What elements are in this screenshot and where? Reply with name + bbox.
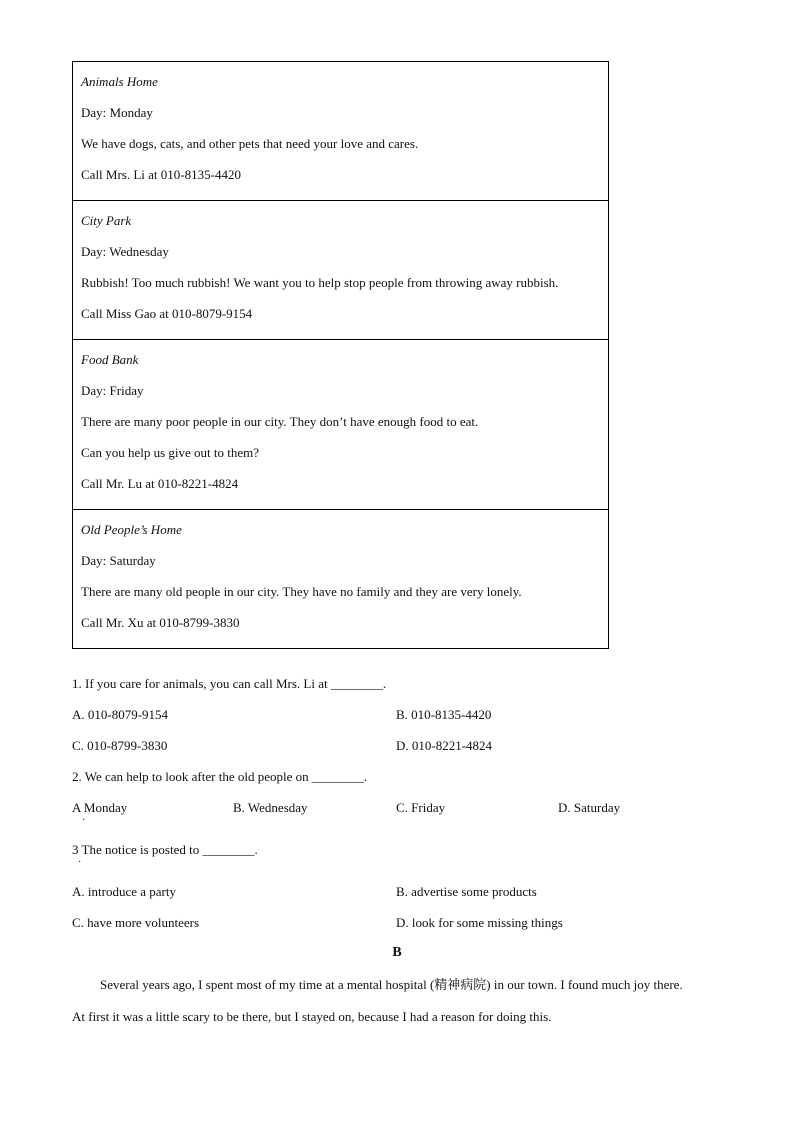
notice-text: There are many old people in our city. They have no family and they are very lonely. xyxy=(81,584,522,599)
section-heading-b: B xyxy=(392,945,402,960)
notice-text: We have dogs, cats, and other pets that need your love and cares. xyxy=(81,136,419,151)
notice-table xyxy=(72,61,609,649)
notice-text: Rubbish! Too much rubbish! We want you to help stop people from throwing away rubbish. xyxy=(81,275,559,290)
notice-title: City Park xyxy=(81,213,132,228)
notice-call: Call Mr. Xu at 010-8799-3830 xyxy=(81,615,240,630)
notice-city-park xyxy=(73,200,608,339)
notice-text: Can you help us give out to them? xyxy=(81,445,260,460)
notice-title: Animals Home xyxy=(81,74,158,89)
dot-mark: · xyxy=(82,815,86,826)
question-3-stem: 3 The notice is posted to ________. xyxy=(72,842,258,857)
notice-call: Call Mrs. Li at 010-8135-4420 xyxy=(81,167,241,182)
question-2-option-a: A Monday xyxy=(72,800,128,815)
question-2-option-c: C. Friday xyxy=(396,800,446,815)
question-2-stem: 2. We can help to look after the old people on ________. xyxy=(72,769,368,784)
notice-title: Food Bank xyxy=(81,352,139,367)
notice-day: Day: Saturday xyxy=(81,553,156,568)
notice-call: Call Mr. Lu at 010-8221-4824 xyxy=(81,476,239,491)
question-2-option-d: D. Saturday xyxy=(558,800,621,815)
notice-animals-home xyxy=(73,62,608,200)
question-1-option-d: D. 010-8221-4824 xyxy=(396,738,493,753)
notice-old-peoples-home xyxy=(73,509,608,648)
question-1-option-c: C. 010-8799-3830 xyxy=(72,738,168,753)
question-1-option-a: A. 010-8079-9154 xyxy=(72,707,169,722)
question-3-option-c: C. have more volunteers xyxy=(72,915,200,930)
notice-food-bank xyxy=(73,339,608,509)
dot-mark: · xyxy=(78,857,82,868)
notice-day: Day: Monday xyxy=(81,105,153,120)
question-3-option-a: A. introduce a party xyxy=(72,884,176,899)
question-2-option-b: B. Wednesday xyxy=(233,800,308,815)
question-3-option-b: B. advertise some products xyxy=(396,884,537,899)
notice-day: Day: Wednesday xyxy=(81,244,169,259)
passage-line-2: At first it was a little scary to be there, but I stayed on, because I had a reason for doing this. xyxy=(72,1009,552,1024)
notice-text: There are many poor people in our city. They don’t have enough food to eat. xyxy=(81,414,479,429)
notice-call: Call Miss Gao at 010-8079-9154 xyxy=(81,306,253,321)
question-1-stem: 1. If you care for animals, you can call Mrs. Li at ________. xyxy=(72,676,387,691)
passage-line-1: Several years ago, I spent most of my time at a mental hospital (精神病院) in our town. I found much joy there. xyxy=(100,977,683,992)
question-3-option-d: D. look for some missing things xyxy=(396,915,563,930)
notice-title: Old People’s Home xyxy=(81,522,182,537)
notice-day: Day: Friday xyxy=(81,383,144,398)
question-1-option-b: B. 010-8135-4420 xyxy=(396,707,492,722)
